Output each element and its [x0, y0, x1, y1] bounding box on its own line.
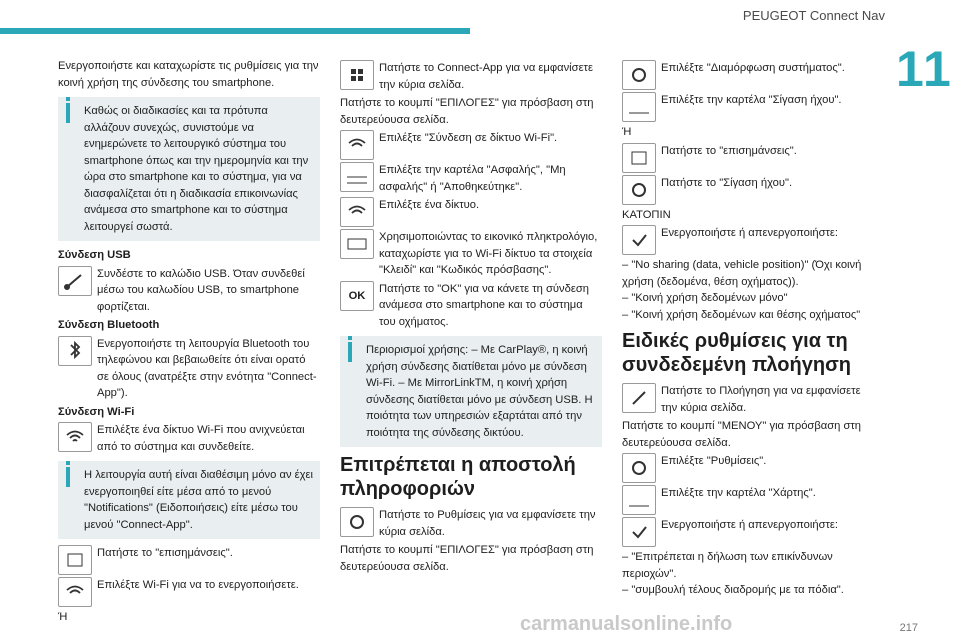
c3-opt1: – "No sharing (data, vehicle position)" (Όχι κοινή χρήση (δεδομένα, θέση οχήματος)).: [622, 259, 862, 288]
bt-text: Ενεργοποιήστε τη λειτουργία Bluetooth του τηλεφώνου και βεβαιωθείτε ότι είναι ορατό σε όλους (ανατρέξτε στην ενότητα "Connect-App").: [97, 337, 317, 399]
c3-s8: Επιλέξτε την καρτέλα "Χάρτης".: [661, 487, 816, 499]
header-title: PEUGEOT Connect Nav: [742, 8, 885, 23]
settings-icon: [340, 507, 374, 537]
s7-text: Πατήστε το Ρυθμίσεις για να εμφανίσετε την κύρια σελίδα.: [379, 509, 596, 538]
page-number: 217: [899, 622, 918, 634]
s7b-text: Πατήστε το κουμπί "ΕΠΙΛΟΓΕΣ" για πρόσβαση στη δευτερεύουσα σελίδα.: [340, 544, 594, 573]
tab-icon: [340, 162, 374, 192]
note-text: Καθώς οι διαδικασίες και τα πρότυπα αλλάζουν συνεχώς, συνιστούμε να ενημερώνετε το λειτουργικό σύστημα του smartphone όπως και την ημερομηνία και την ώρα στο smartphone και το σύστημα, για να διασφαλίζεται ότι η διαδικασία επικοινωνίας ανάμεσα στο smartphone και το σύστημα λειτουργεί σωστά.: [84, 105, 309, 233]
info-note-2: [58, 461, 320, 539]
c3-s4: Πατήστε το "Σίγαση ήχου".: [661, 176, 793, 189]
c3-s7: Επιλέξτε "Ρυθμίσεις".: [661, 455, 767, 467]
check-icon: [622, 517, 656, 547]
s2-text: Επιλέξτε "Σύνδεση σε δίκτυο Wi-Fi".: [379, 132, 558, 144]
step2-text: Επιλέξτε Wi-Fi για να το ενεργοποιήσετε.: [97, 579, 299, 591]
connect-app-icon: [340, 60, 374, 90]
usb-icon: [58, 266, 92, 296]
tab-icon: [622, 92, 656, 122]
c3-s9: Ενεργοποιήστε ή απενεργοποιήστε:: [661, 519, 838, 531]
column-2: [340, 58, 602, 575]
section-heading-2: Ειδικές ρυθμίσεις για τη συνδεδεμένη πλοήγηση: [622, 330, 851, 376]
c3-opt3: – "Κοινή χρήση δεδομένων και θέσης οχήματος": [622, 308, 861, 321]
s1b-text: Πατήστε το κουμπί "ΕΠΙΛΟΓΕΣ" για πρόσβαση στη δευτερεύουσα σελίδα.: [340, 97, 594, 126]
c3-s6: Πατήστε το Πλοήγηση για να εμφανίσετε την κύρια σελίδα.: [661, 385, 861, 414]
c3-s3: Πατήστε το "επισημάνσεις".: [661, 144, 797, 157]
info-icon: [66, 103, 70, 123]
info-icon: [348, 342, 352, 362]
wifi-icon: [340, 197, 374, 227]
notifications-icon: [622, 143, 656, 173]
wifi-label: Σύνδεση Wi-Fi: [58, 405, 135, 418]
s5-text: Χρησιμοποιώντας το εικονικό πληκτρολόγιο, καταχωρίστε για το Wi-Fi δίκτυο τα στοιχεία "Κλειδί" και "Κωδικός πρόσβασης".: [379, 231, 598, 276]
notifications-icon: [58, 545, 92, 575]
keyboard-icon: [340, 229, 374, 259]
chapter-number: 11: [896, 41, 953, 97]
watermark: carmanualsonline.info: [520, 613, 733, 635]
step1-text: Πατήστε το "επισημάνσεις".: [97, 547, 233, 559]
info-note-3: [340, 336, 602, 447]
info-icon: [66, 467, 70, 487]
note2-text: Η λειτουργία αυτή είναι διαθέσιμη μόνο αν έχει ενεργοποιηθεί είτε μέσα από το μενού "Notifications" (Ειδοποιήσεις) είτε μέσω του μενού "Connect-App".: [84, 469, 313, 531]
c3-s6b: Πατήστε το κουμπί "ΜΕΝΟΥ" για πρόσβαση στη δευτερεύουσα σελίδα.: [622, 420, 862, 449]
c3-then: ΚΑΤΟΠΙΝ: [622, 208, 671, 221]
s1-text: Πατήστε το Connect-App για να εμφανίσετε την κύρια σελίδα.: [379, 62, 593, 91]
intro-text: Ενεργοποιήστε και καταχωρίστε τις ρυθμίσεις για την κοινή χρήση της σύνδεσης του smartphone.: [58, 60, 319, 89]
column-1: [58, 58, 320, 626]
note3-text: Περιορισμοί χρήσης: – Με CarPlay®, η κοινή χρήση σύνδεσης διατίθεται μόνο με σύνδεση Wi-Fi. – Με MirrorLinkTM, η κοινή χρήση σύνδεσης διατίθεται μόνο με σύνδεση USB. Η ποιότητα των υπηρεσιών εξαρτάται από την ποιότητα της σύνδεσης δικτύου.: [366, 344, 593, 439]
wifi-icon: [58, 422, 92, 452]
usb-label: Σύνδεση USB: [58, 249, 131, 261]
c3-s5: Ενεργοποιήστε ή απενεργοποιήστε:: [661, 227, 838, 239]
navigation-icon: [622, 383, 656, 413]
c3-s2: Επιλέξτε την καρτέλα "Σίγαση ήχου".: [661, 94, 842, 106]
s3-text: Επιλέξτε την καρτέλα "Ασφαλής", "Μη ασφαλής" ή "Αποθηκεύτηκε".: [379, 164, 566, 193]
c3-s1: Επιλέξτε "Διαμόρφωση συστήματος".: [661, 62, 845, 74]
c3-opt2: – "Κοινή χρήση δεδομένων μόνο": [622, 292, 788, 304]
bt-label: Σύνδεση Bluetooth: [58, 319, 160, 331]
wifi-icon: [58, 577, 92, 607]
info-note: [58, 97, 320, 241]
mute-icon: [622, 175, 656, 205]
c3-s9b: – "συμβουλή τέλους διαδρομής με τα πόδια".: [622, 584, 844, 596]
ok-button: OK: [340, 281, 374, 311]
s6-text: Πατήστε το "OK" για να κάνετε τη σύνδεση ανάμεσα στο smartphone και το σύστημα του οχήματος.: [379, 282, 589, 328]
settings-icon: [622, 453, 656, 483]
usb-text: Συνδέστε το καλώδιο USB. Όταν συνδεθεί μέσω του καλωδίου USB, το smartphone φορτίζεται.: [97, 267, 305, 313]
section-heading: Επιτρέπεται η αποστολή πληροφοριών: [340, 454, 576, 500]
system-config-icon: [622, 60, 656, 90]
tab-icon: [622, 485, 656, 515]
s4-text: Επιλέξτε ένα δίκτυο.: [379, 199, 480, 211]
check-icon: [622, 225, 656, 255]
header-accent-bar: [0, 28, 470, 34]
bluetooth-icon: [58, 336, 92, 366]
wifi-text: Επιλέξτε ένα δίκτυο Wi-Fi που ανιχνεύεται από το σύστημα και συνδεθείτε.: [97, 424, 305, 453]
c3-s9a: – "Επιτρέπεται η δήλωση των επικίνδυνων περιοχών".: [622, 551, 833, 580]
or-text: Ή: [58, 611, 68, 623]
wifi-icon: [340, 130, 374, 160]
column-3: [622, 58, 878, 599]
c3-or: Ή: [622, 126, 632, 138]
